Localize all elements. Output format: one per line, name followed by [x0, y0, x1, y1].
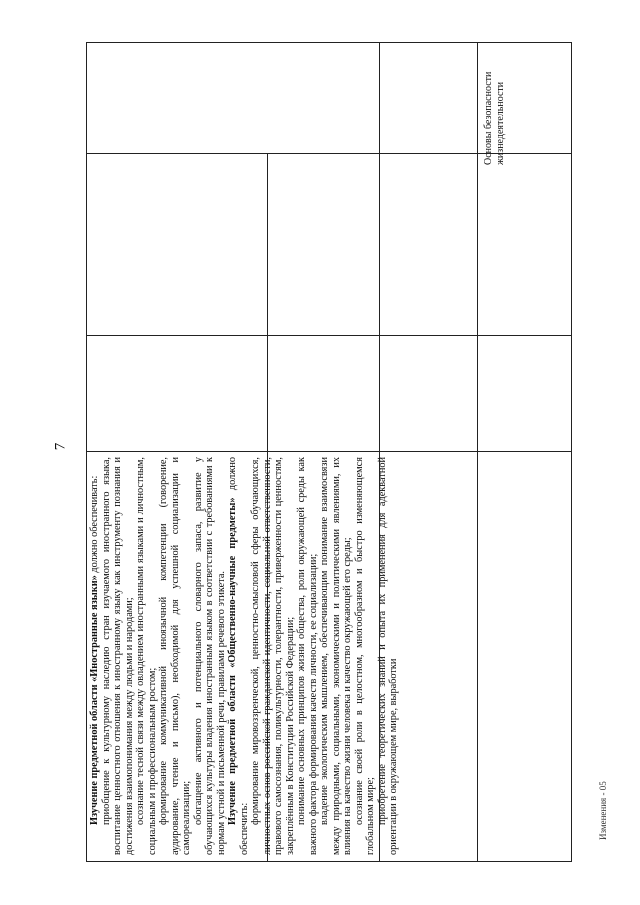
- row-divider: [87, 335, 571, 336]
- social-item: приобретение теоретических знаний и опыта их применения для адекватной ориентации в окружающем мире, выработки: [376, 457, 399, 855]
- foreign-languages-intro: должно обеспечивать:: [89, 475, 100, 573]
- requirements-cell: [87, 451, 399, 861]
- page-number: 7: [52, 442, 69, 451]
- foreign-languages-heading-paragraph: [89, 457, 101, 855]
- social-item: владение экологическим мышлением, обеспечивающим понимание взаимосвязи между природными, социальными, экономическими и политическими явлениями, их влияния на качество жизни человека и качество окружающей его среды;: [319, 457, 353, 855]
- document-table: [86, 42, 572, 862]
- social-item: осознание своей роли в целостном, многообразном и быстро изменяющемся глобальном мире;: [353, 457, 376, 855]
- foreign-item: формирование коммуникативной иноязычной компетенции (говорение, аудирование, чтение и письмо), необходимой для успешной социализации и самореализации;: [158, 457, 192, 855]
- foreign-item: приобщение к культурному наследию стран изучаемого иностранного языка, воспитание ценностного отношения к иностранному языку как инструменту познания и достижения взаимопонимания между людьми и народами;: [100, 457, 135, 855]
- social-heading-paragraph: [227, 457, 250, 855]
- footer-note: Изменения - 05: [598, 781, 608, 840]
- social-item: формирование мировоззренческой, ценностно-смысловой сферы обучающихся, личностных основ российской гражданской идентичности, социальной ответственности, правового самосознания, поликультурности, толерантности, приверженности ценностям, закреплённым в Конституции Российской Федерации;: [250, 457, 296, 855]
- subject-cell: Основы безопасности жизнедеятельности: [483, 71, 506, 165]
- column-divider: [477, 43, 478, 861]
- foreign-item: обогащение активного и потенциального словарного запаса, развитие у обучающихся культуры владения иностранным языком в соответствии с требованиями к нормам устной и письменной речи, правилами речевого этикета.: [192, 457, 227, 855]
- social-heading: Изучение предметной области «Общественно-научные предметы»: [227, 497, 238, 825]
- foreign-item: осознание тесной связи между овладением иностранными языками и личностным, социальным и профессиональным ростом;: [135, 457, 158, 855]
- foreign-languages-heading: Изучение предметной области «Иностранные языки»: [89, 575, 100, 825]
- social-intro: должно обеспечить:: [227, 456, 250, 855]
- social-item: понимание основных принципов жизни общества, роли окружающей среды как важного фактора формирования качеств личности, ее социализации;: [296, 457, 319, 855]
